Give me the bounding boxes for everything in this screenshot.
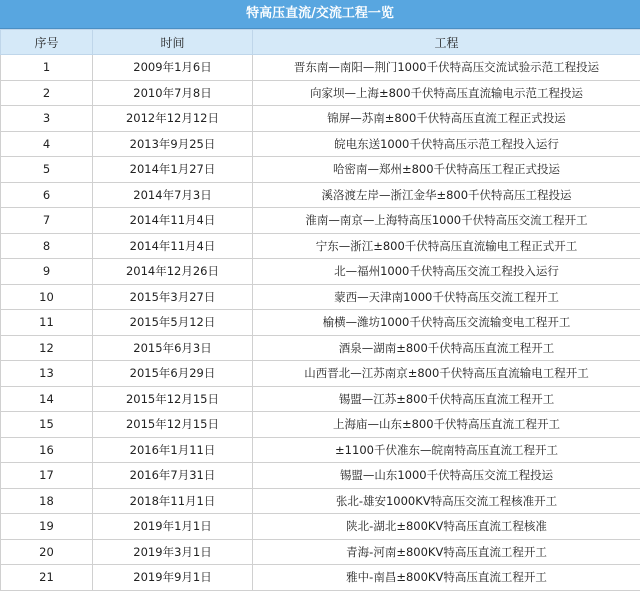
table-title: 特高压直流/交流工程一览 [0,0,640,29]
row-date: 2014年7月3日 [93,182,253,208]
header-project: 工程 [253,30,640,55]
table-row [1,361,640,387]
table-row [1,106,640,132]
row-project: ±1100千伏准东—皖南特高压直流工程开工 [253,437,640,463]
table-row [1,157,640,183]
row-date: 2015年12月15日 [93,412,253,438]
table-row [1,259,640,285]
table-row [1,310,640,336]
row-index: 6 [1,182,93,208]
row-project: 晋东南—南阳—荆门1000千伏特高压交流试验示范工程投运 [253,55,640,81]
row-project: 上海庙—山东±800千伏特高压直流工程开工 [253,412,640,438]
table-row [1,539,640,565]
table-body [1,55,640,591]
header-row [1,30,640,55]
row-project: 皖电东送1000千伏特高压示范工程投入运行 [253,131,640,157]
table-row [1,565,640,591]
row-date: 2015年5月12日 [93,310,253,336]
row-date: 2015年3月27日 [93,284,253,310]
table-row [1,182,640,208]
row-index: 20 [1,539,93,565]
row-project: 榆横—潍坊1000千伏特高压交流输变电工程开工 [253,310,640,336]
row-project: 锡盟—山东1000千伏特高压交流工程投运 [253,463,640,489]
row-index: 21 [1,565,93,591]
row-date: 2016年1月11日 [93,437,253,463]
row-index: 9 [1,259,93,285]
row-project: 山西晋北—江苏南京±800千伏特高压直流输电工程开工 [253,361,640,387]
table-row [1,284,640,310]
row-date: 2015年6月29日 [93,361,253,387]
table-row [1,208,640,234]
row-index: 11 [1,310,93,336]
row-date: 2016年7月31日 [93,463,253,489]
row-index: 8 [1,233,93,259]
header-date: 时间 [93,30,253,55]
header-index: 序号 [1,30,93,55]
table-row [1,412,640,438]
row-date: 2014年11月4日 [93,208,253,234]
row-date: 2009年1月6日 [93,55,253,81]
row-project: 哈密南—郑州±800千伏特高压工程正式投运 [253,157,640,183]
row-project: 溪洛渡左岸—浙江金华±800千伏特高压工程投运 [253,182,640,208]
row-date: 2012年12月12日 [93,106,253,132]
row-index: 18 [1,488,93,514]
row-project: 锡盟—江苏±800千伏特高压直流工程开工 [253,386,640,412]
row-project: 青海-河南±800KV特高压直流工程开工 [253,539,640,565]
projects-table [0,29,640,591]
table-row [1,463,640,489]
row-index: 15 [1,412,93,438]
row-date: 2010年7月8日 [93,80,253,106]
table-row [1,233,640,259]
row-project: 宁东—浙江±800千伏特高压直流输电工程正式开工 [253,233,640,259]
row-index: 2 [1,80,93,106]
row-project: 向家坝—上海±800千伏特高压直流输电示范工程投运 [253,80,640,106]
row-date: 2014年1月27日 [93,157,253,183]
row-date: 2019年1月1日 [93,514,253,540]
row-project: 酒泉—湖南±800千伏特高压直流工程开工 [253,335,640,361]
table-row [1,55,640,81]
row-project: 北—福州1000千伏特高压交流工程投入运行 [253,259,640,285]
row-date: 2014年12月26日 [93,259,253,285]
row-index: 16 [1,437,93,463]
row-index: 12 [1,335,93,361]
table-row [1,437,640,463]
row-date: 2019年3月1日 [93,539,253,565]
row-project: 陕北-湖北±800KV特高压直流工程核准 [253,514,640,540]
row-index: 13 [1,361,93,387]
row-date: 2019年9月1日 [93,565,253,591]
table-row [1,335,640,361]
row-project: 雅中-南昌±800KV特高压直流工程开工 [253,565,640,591]
table-row [1,80,640,106]
row-index: 17 [1,463,93,489]
row-index: 4 [1,131,93,157]
row-date: 2014年11月4日 [93,233,253,259]
row-index: 10 [1,284,93,310]
row-project: 蒙西—天津南1000千伏特高压交流工程开工 [253,284,640,310]
table-row [1,386,640,412]
row-index: 1 [1,55,93,81]
table-row [1,131,640,157]
row-index: 7 [1,208,93,234]
row-date: 2015年6月3日 [93,335,253,361]
row-project: 锦屏—苏南±800千伏特高压直流工程正式投运 [253,106,640,132]
table-row [1,488,640,514]
row-project: 淮南—南京—上海特高压1000千伏特高压交流工程开工 [253,208,640,234]
row-index: 5 [1,157,93,183]
row-index: 19 [1,514,93,540]
row-index: 14 [1,386,93,412]
row-date: 2018年11月1日 [93,488,253,514]
table-row [1,514,640,540]
row-project: 张北-雄安1000KV特高压交流工程核准开工 [253,488,640,514]
row-date: 2013年9月25日 [93,131,253,157]
row-date: 2015年12月15日 [93,386,253,412]
row-index: 3 [1,106,93,132]
